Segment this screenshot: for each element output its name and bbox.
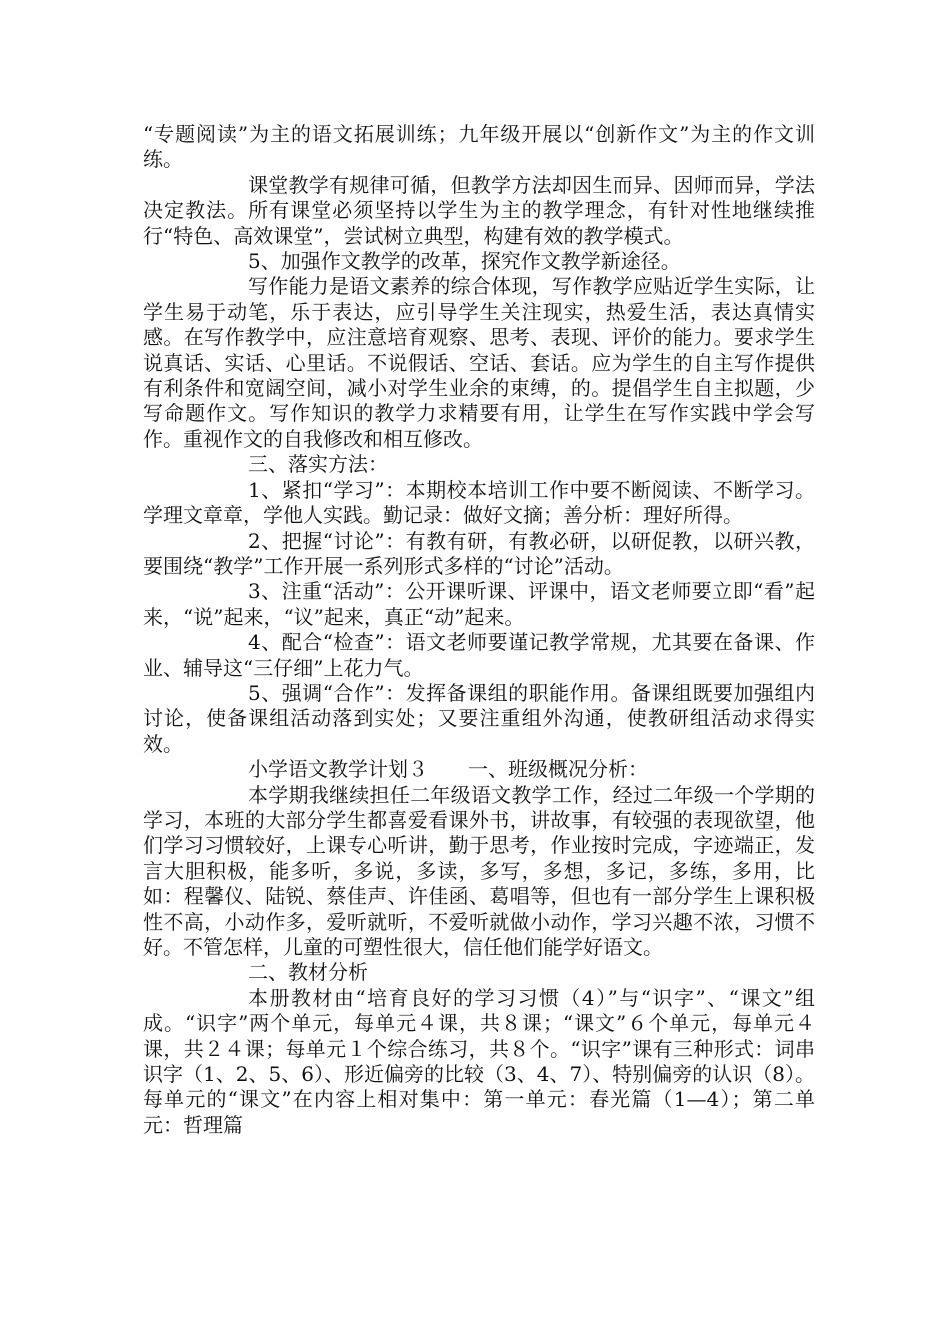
paragraph-10: 5、强调“合作”：发挥备课组的职能作用。备课组既要加强组内讨论，使备课组活动落到实处；又要注重组外沟通，使教研组活动求得实效。 xyxy=(143,680,815,756)
paragraph-1: “专题阅读”为主的语文拓展训练；九年级开展以“创新作文”为主的作文训练。 xyxy=(143,122,815,172)
paragraph-4: 写作能力是语文素养的综合体现，写作教学应贴近学生实际，让学生易于动笔，乐于表达，应引导学生关注现实，热爱生活，表达真情实感。在写作教学中，应注意培育观察、思考、表现、评价的能力。要求学生说真话、实话、心里话。不说假话、空话、套话。应为学生的自主写作提供有利条件和宽阔空间，减小对学生业余的束缚，的。提倡学生自主拟题，少写命题作文。写作知识的教学力求精要有用，让学生在写作实践中学会写作。重视作文的自我修改和相互修改。 xyxy=(143,274,815,451)
paragraph-3: 5、加强作文教学的改革，探究作文教学新途径。 xyxy=(248,249,681,274)
paragraph-14: 本册教材由“培育良好的学习习惯（4）”与“识字”、“课文”组成。“识字”两个单元，每单元４课，共８课；“课文”６个单元，每单元４课，共２４课；每单元１个综合练习，共８个。“识字”课有三种形式：词串识字（1、2、5、6）、形近偏旁的比较（3、4、7）、特别偏旁的认识（8）。每单元的“课文”在内容上相对集中：第一单元：春光篇（1—4）；第二单元：哲理篇 xyxy=(143,985,815,1137)
paragraph-7: 2、把握“讨论”：有教有研，有教必研，以研促教，以研兴教，要围绕“教学”工作开展一系列形式多样的“讨论”活动。 xyxy=(143,528,815,578)
section-heading-implementation: 三、落实方法： xyxy=(248,452,388,477)
document-body xyxy=(143,122,815,1138)
section-heading-textbook: 二、教材分析 xyxy=(248,960,368,985)
paragraph-6: 1、紧扣“学习”：本期校本培训工作中要不断阅读、不断学习。学理文章章，学他人实践。勤记录：做好文摘；善分析：理好所得。 xyxy=(143,477,815,528)
paragraph-8: 3、注重“活动”：公开课听课、评课中，语文老师要立即“看”起来，“说”起来，“议”起来，真正“动”起来。 xyxy=(143,579,815,629)
paragraph-12: 本学期我继续担任二年级语文教学工作，经过二年级一个学期的学习，本班的大部分学生都喜爱看课外书，讲故事，有较强的表现欲望，他们学习习惯较好，上课专心听讲，勤于思考，作业按时完成，字迹端正，发言大胆积极，能多听，多说，多读，多写，多想，多记，多练，多用，比如：程馨仪、陆锐、蔡佳声、许佳函、葛唱等，但也有一部分学生上课积极性不高，小动作多，爱听就听，不爱听就做小动作，学习兴趣不浓，习惯不好。不管怎样，儿童的可塑性很大，信任他们能学好语文。 xyxy=(143,782,815,959)
plan-title-heading: 小学语文教学计划３ 一、班级概况分析： xyxy=(248,757,648,782)
paragraph-2: 课堂教学有规律可循，但教学方法却因生而异、因师而异，学法决定教法。所有课堂必须坚持以学生为主的教学理念，有针对性地继续推行“特色、高效课堂”，尝试树立典型，构建有效的教学模式。 xyxy=(143,172,815,248)
paragraph-9: 4、配合“检查”：语文老师要谨记教学常规，尤其要在备课、作业、辅导这“三仔细”上花力气。 xyxy=(143,630,815,680)
